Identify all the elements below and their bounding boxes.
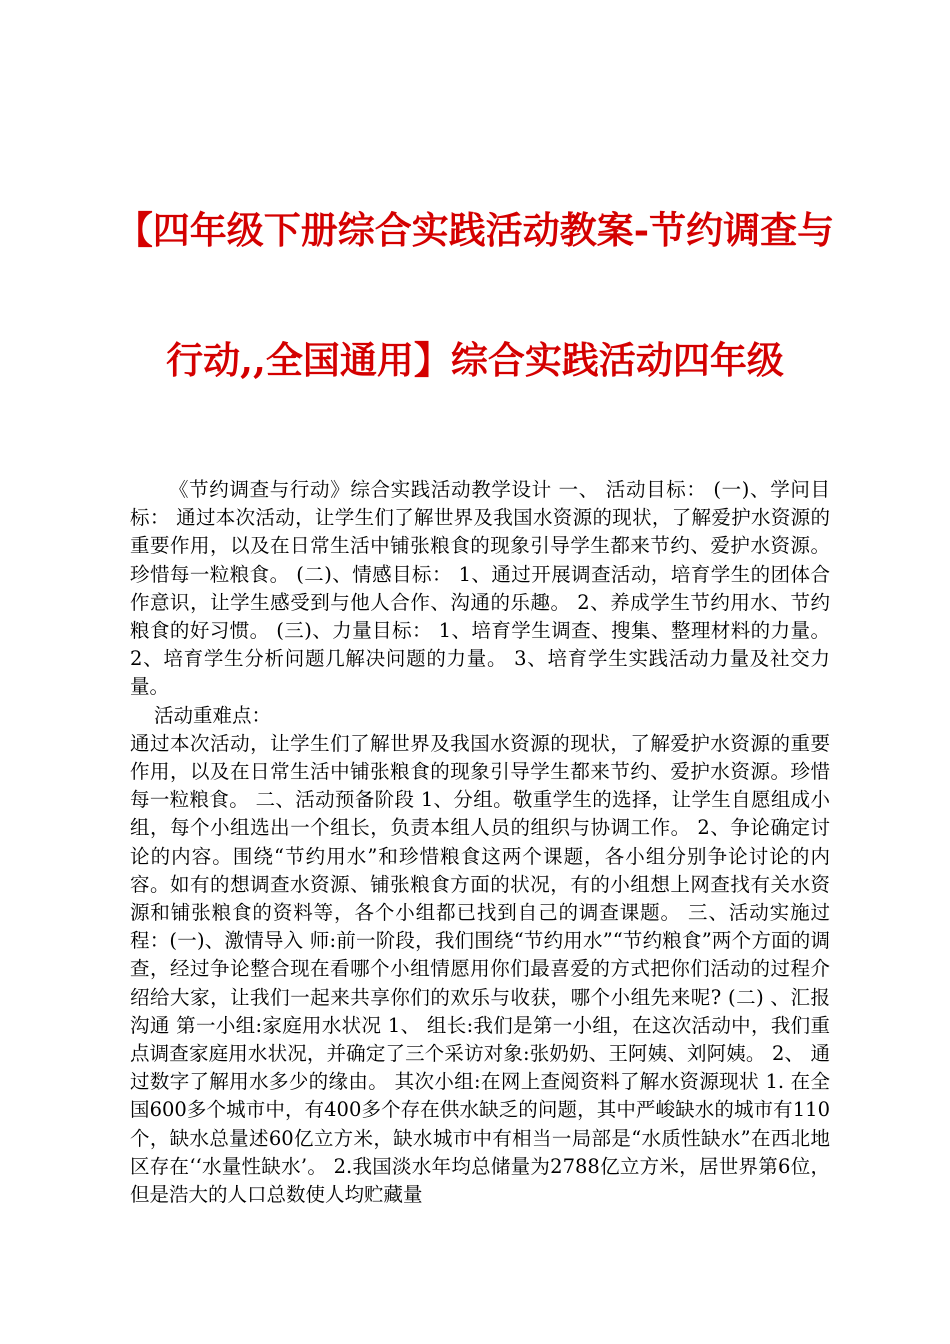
document-body — [130, 476, 830, 1209]
title-line-2: 行动,,全国通用】综合实践活动四年级 — [166, 338, 784, 382]
document-title — [60, 200, 890, 460]
paragraph-objectives: 《节约调查与行动》综合实践活动教学设计 一、 活动目标： (一)、学问目标： 通过本次活动，让学生们了解世界及我国水资源的现状，了解爱护水资源的重要作用，以及在日常生活中铺张粮食的现象引导学生都来节约、爱护水资源。珍惜每一粒粮食。 (二)、情感目标： 1、通过开展调查活动，培育学生的团体合作意识，让学生感受到与他人合作、沟通的乐趣。 2、养成学生节约用水、节约粮食的好习惯。 (三)、力量目标： 1、培育学生调查、搜集、整理材料的力量。 2、培育学生分析问题几解决问题的力量。 3、培育学生实践活动力量及社交力量。 — [130, 478, 830, 699]
heading-difficulty: 活动重难点： — [154, 703, 272, 727]
title-line-1: 【四年级下册综合实践活动教案-节约调查与 — [115, 208, 835, 252]
paragraph-content: 通过本次活动，让学生们了解世界及我国水资源的现状，了解爱护水资源的重要作用，以及在日常生活中铺张粮食的现象引导学生都来节约、爱护水资源。珍惜每一粒粮食。 二、活动预备阶段 1、分组。敬重学生的选择，让学生自愿组成小组，每个小组选出一个组长，负责本组人员的组织与协调工作。 2、争论确定讨论的内容。围绕“节约用水”和珍惜粮食这两个课题，各小组分别争论讨论的内容。如有的想调查水资源、铺张粮食方面的状况，有的小组想上网查找有关水资源和铺张粮食的资料等，各个小组都已找到自己的调查课题。 三、活动实施过程：(一)、激情导入 师:前一阶段，我们围绕“节约用水”“节约粮食”两个方面的调查，经过争论整合现在看哪个小组情愿用你们最喜爱的方式把你们活动的过程介绍给大家，让我们一起来共享你们的欢乐与收获，哪个小组先来呢? (二) 、汇报沟通 第一小组:家庭用水状况 1、 组长:我们是第一小组，在这次活动中，我们重点调查家庭用水状况，并确定了三个采访对象:张奶奶、王阿姨、刘阿姨。 2、 通过数字了解用水多少的缘由。 其次小组:在网上查阅资料了解水资源现状 1. 在全国600多个城市中，有400多个存在供水缺乏的问题，其中严峻缺水的城市有110个，缺水总量述60亿立方米，缺水城市中有相当一局部是“水质性缺水”在西北地区存在‘‘水量性缺水’。 2.我国淡水年均总储量为2788亿立方米，居世界第6位，但是浩大的人口总数使人均贮藏量 — [130, 731, 830, 1207]
